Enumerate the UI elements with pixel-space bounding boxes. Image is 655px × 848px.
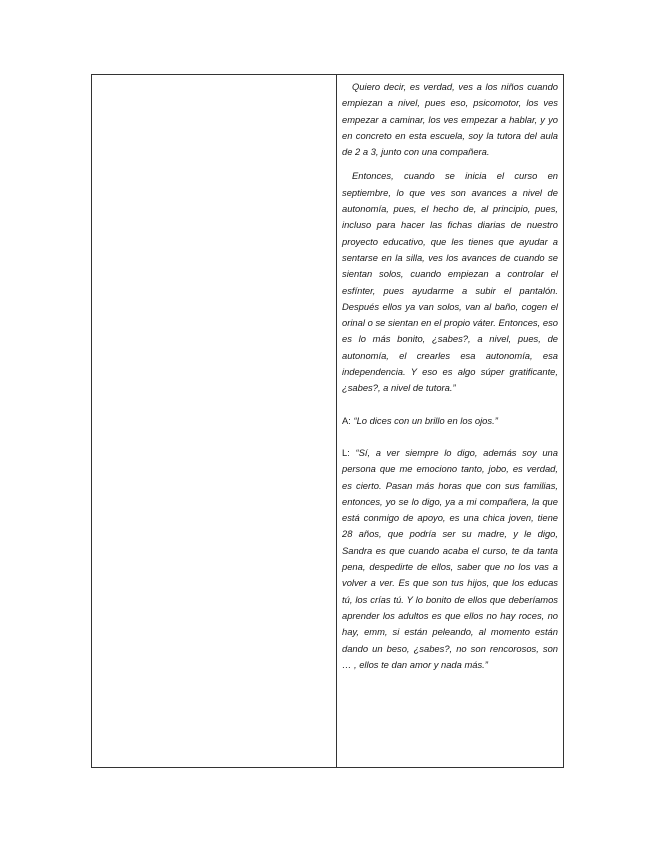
left-empty-cell — [92, 75, 337, 767]
paragraph-3 — [342, 413, 558, 429]
paragraph-3-text: “Lo dices con un brillo en los ojos.” — [353, 414, 498, 426]
paragraph-2: Entonces, cuando se inicia el curso en septiembre, lo que ves son avances a nivel de autonomía, pues, el hecho de, al principio, pues, incluso para hacer las fichas diarias de nuestro proyecto educativo, que les tienes que ayudar a sentarse en la silla, ves los avances de cuando se sientan solos, cuando empiezan a controlar el esfínter, pues ayudarme a subir el pantalón. Después ellos ya van solos, van al baño, cogen el orinal o se sientan en el propio váter. Entonces, eso es lo más bonito, ¿sabes?, a nivel, pues, de autonomía, el crearles esa autonomía, esa independencia. Y eso es algo súper gratificante, ¿sabes?, a nivel de tutora.” — [342, 170, 558, 394]
paragraph-4 — [342, 445, 558, 673]
speaker-label-a: A: — [342, 414, 354, 426]
speaker-label-l: L: — [342, 446, 356, 458]
transcript-table — [91, 74, 564, 768]
transcript-cell — [337, 75, 563, 767]
paragraph-4-text: “Sí, a ver siempre lo digo, además soy una persona que me emociono tanto, jobo, es verdad, es cierto. Pasan más horas que con sus familias, entonces, yo se lo digo, ya a mi compañera, la que está conmigo de apoyo, es una chica joven, tiene 28 años, que podría ser su madre, y le digo, Sandra es que cuando acaba el curso, te da tanta pena, despedirte de ellos, saber que no los vas a volver a ver. Es que son tus hijos, que los educas tú, los crías tú. Y lo bonito de ellos que deberíamos aprender los adultos es que ellos no hay roces, no hay, emm, si están peleando, al momento están dando un beso, ¿sabes?, no son rencorosos, son … , ellos te dan amor y nada más.” — [342, 446, 558, 670]
paragraph-1: Quiero decir, es verdad, ves a los niños cuando empiezan a nivel, pues eso, psicomotor, los ves empezar a caminar, los ves empezar a hablar, y yo en concreto en esta escuela, soy la tutora del aula de 2 a 3, junto con una compañera. — [342, 81, 558, 158]
